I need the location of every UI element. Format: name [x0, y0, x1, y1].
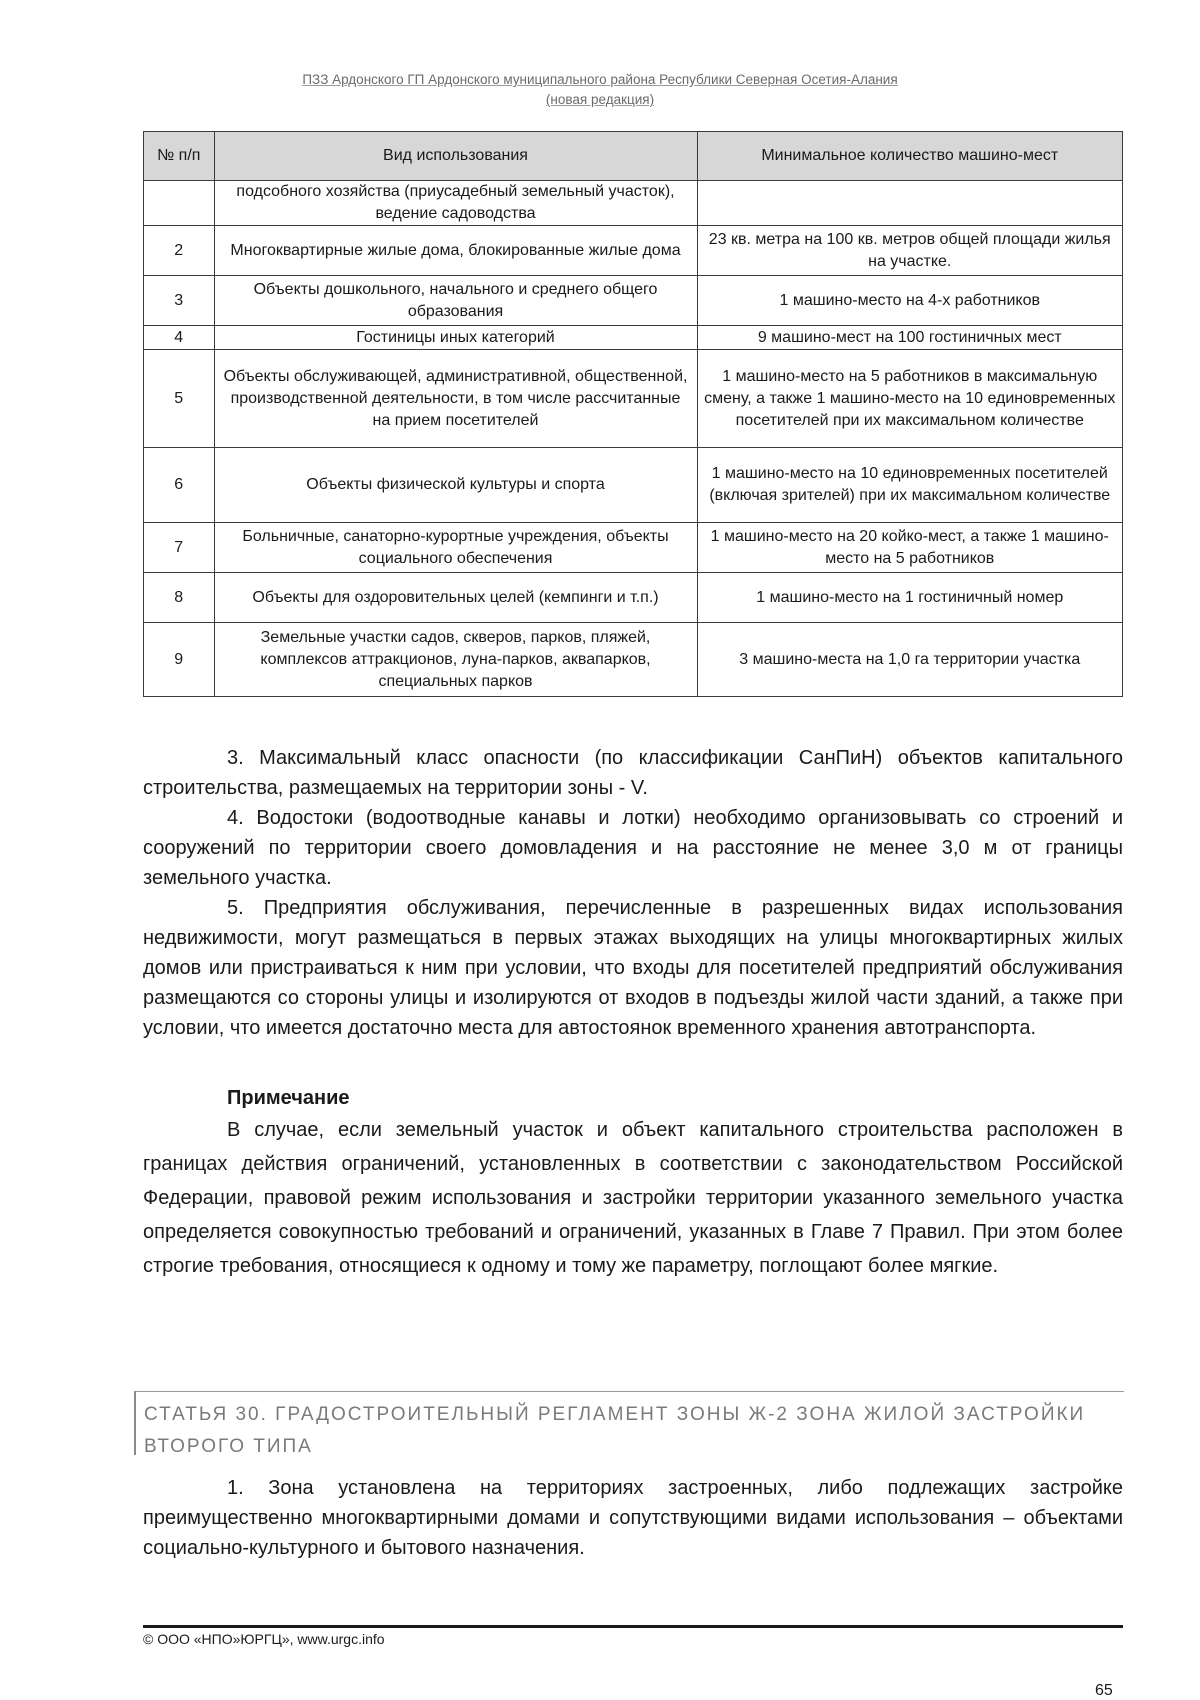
cell-num: 8	[144, 573, 215, 623]
cell-use: Объекты физической культуры и спорта	[214, 448, 697, 523]
cell-min: 9 машино-мест на 100 гостиничных мест	[697, 326, 1123, 350]
cell-min: 1 машино-место на 1 гостиничный номер	[697, 573, 1123, 623]
cell-num: 6	[144, 448, 215, 523]
table-row	[144, 226, 1123, 276]
table-row	[144, 326, 1123, 350]
cell-use: Гостиницы иных категорий	[214, 326, 697, 350]
document-header	[0, 70, 1200, 110]
paragraphs-section	[143, 743, 1123, 1043]
cell-min	[697, 181, 1123, 226]
cell-use: Больничные, санаторно-курортные учреждения, объекты социального обеспечения	[214, 523, 697, 573]
table-row	[144, 448, 1123, 523]
cell-num: 9	[144, 623, 215, 697]
cell-use: Объекты для оздоровительных целей (кемпинги и т.п.)	[214, 573, 697, 623]
cell-num: 5	[144, 350, 215, 448]
footer-divider	[143, 1625, 1123, 1628]
cell-num: 4	[144, 326, 215, 350]
cell-min: 1 машино-место на 10 единовременных посетителей (включая зрителей) при их максимальном количестве	[697, 448, 1123, 523]
table-header-row	[144, 132, 1123, 181]
header-line-1: ПЗЗ Ардонского ГП Ардонского муниципального района Республики Северная Осетия-Алания	[302, 72, 898, 87]
paragraph-5: 5. Предприятия обслуживания, перечисленные в разрешенных видах использования недвижимости, могут размещаться в первых этажах выходящих на улицы многоквартирных жилых домов или пристраиваться к ним при условии, что входы для посетителей предприятий обслуживания размещаются со стороны улицы и изолируются от входов в подъезды жилой части зданий, а также при условии, что имеется достаточно места для автостоянок временного хранения автотранспорта.	[143, 897, 1123, 1039]
header-min: Минимальное количество машино-мест	[697, 132, 1123, 181]
cell-min: 1 машино-место на 4-х работников	[697, 276, 1123, 326]
article-intro	[143, 1473, 1123, 1563]
table-row	[144, 350, 1123, 448]
note-title: Примечание	[227, 1087, 350, 1109]
footer-copyright: © ООО «НПО»ЮРГЦ», www.urgc.info	[143, 1631, 385, 1647]
paragraph-3: 3. Максимальный класс опасности (по классификации СанПиН) объектов капитального строительства, размещаемых на территории зоны - V.	[143, 747, 1123, 799]
heading-side-bar	[134, 1391, 136, 1455]
parking-norms-table	[143, 131, 1123, 697]
cell-num: 2	[144, 226, 215, 276]
cell-min: 1 машино-место на 5 работников в максимальную смену, а также 1 машино-место на 10 единовременных посетителей при их максимальном количестве	[697, 350, 1123, 448]
table-row	[144, 181, 1123, 226]
table-row	[144, 276, 1123, 326]
article-paragraph-1: 1. Зона установлена на территориях застроенных, либо подлежащих застройке преимущественно многоквартирными домами и сопутствующими видами использования – объектами социально-культурного и бытового назначения.	[143, 1477, 1123, 1559]
table-row	[144, 623, 1123, 697]
table-row	[144, 573, 1123, 623]
cell-use: подсобного хозяйства (приусадебный земельный участок), ведение садоводства	[214, 181, 697, 226]
header-line-2: (новая редакция)	[545, 92, 655, 107]
heading-top-rule	[136, 1391, 1124, 1392]
cell-use: Земельные участки садов, скверов, парков, пляжей, комплексов аттракционов, луна-парков, аквапарков, специальных парков	[214, 623, 697, 697]
header-num: № п/п	[144, 132, 215, 181]
article-heading	[134, 1391, 1124, 1455]
page-number: 65	[1095, 1682, 1113, 1699]
cell-min: 3 машино-места на 1,0 га территории участка	[697, 623, 1123, 697]
paragraph-4: 4. Водостоки (водоотводные канавы и лотки) необходимо организовывать со строений и сооружений по территории своего домовладения и на расстояние не менее 3,0 м от границы земельного участка.	[143, 807, 1123, 889]
cell-use: Многоквартирные жилые дома, блокированные жилые дома	[214, 226, 697, 276]
cell-use: Объекты обслуживающей, административной, общественной, производственной деятельности, в том числе рассчитанные на прием посетителей	[214, 350, 697, 448]
cell-num: 3	[144, 276, 215, 326]
article-title: СТАТЬЯ 30. ГРАДОСТРОИТЕЛЬНЫЙ РЕГЛАМЕНТ ЗОНЫ Ж-2 ЗОНА ЖИЛОЙ ЗАСТРОЙКИ ВТОРОГО ТИПА	[144, 1404, 1086, 1457]
note-text: В случае, если земельный участок и объект капитального строительства расположен в границах действия ограничений, установленных в соответствии с законодательством Российской Федерации, правовой режим использования и застройки территории указанного земельного участка определяется совокупностью требований и ограничений, указанных в Главе 7 Правил. При этом более строгие требования, относящиеся к одному и тому же параметру, поглощают более мягкие.	[143, 1119, 1123, 1277]
table-row	[144, 523, 1123, 573]
cell-num: 7	[144, 523, 215, 573]
header-use: Вид использования	[214, 132, 697, 181]
cell-min: 23 кв. метра на 100 кв. метров общей площади жилья на участке.	[697, 226, 1123, 276]
cell-use: Объекты дошкольного, начального и среднего общего образования	[214, 276, 697, 326]
cell-min: 1 машино-место на 20 койко-мест, а также 1 машино-место на 5 работников	[697, 523, 1123, 573]
cell-num	[144, 181, 215, 226]
note-section	[143, 1083, 1123, 1283]
